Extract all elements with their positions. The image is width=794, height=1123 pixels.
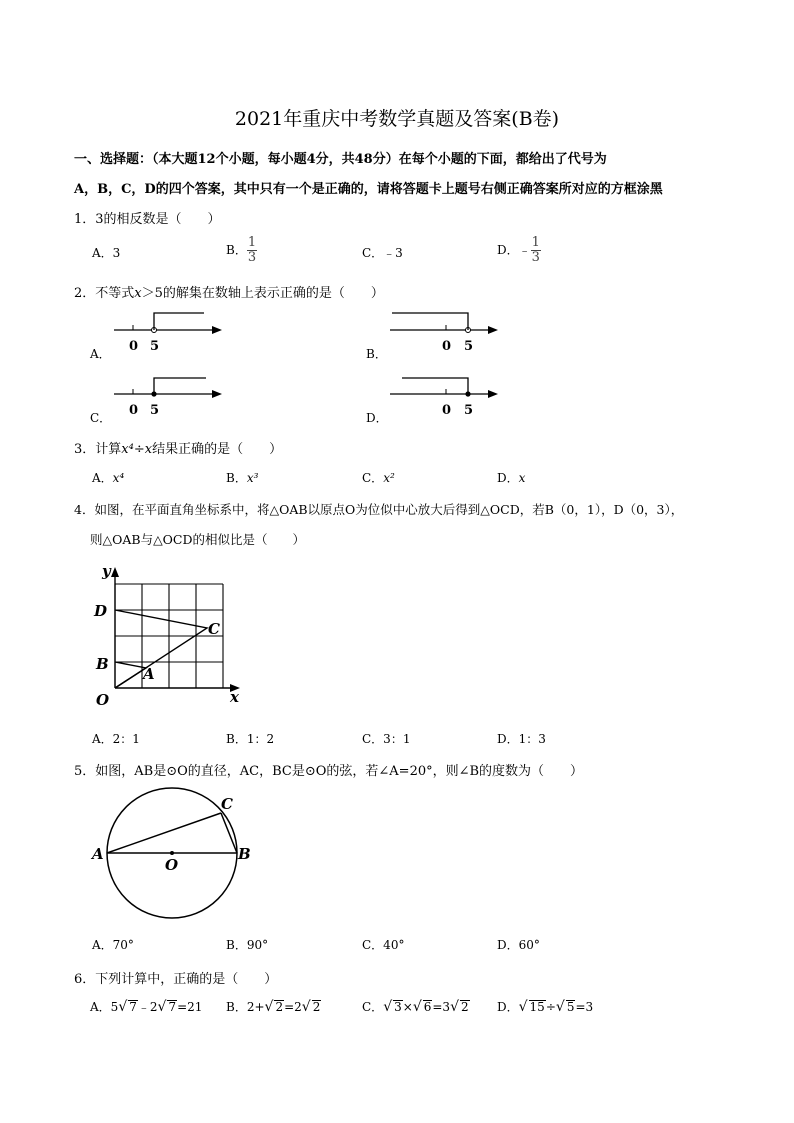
q2-option-d: D． [366, 411, 388, 425]
question-4-stem-line1: 4．如图，在平面直角坐标系中，将△OAB以原点O为位似中心放大后得到△OCD，若B（0，1），D（0，3）， [74, 502, 684, 517]
ray-left [392, 313, 468, 330]
q3-option-b [226, 469, 258, 486]
q3-stem-pre: 3．计算 [74, 442, 122, 457]
q1-d-numerator: 1 [531, 235, 540, 250]
grid [115, 584, 223, 688]
question-5-stem: 5．如图，AB是⊙O的直径，AC，BC是⊙O的弦，若∠A=20°，则∠B的度数为（ ） [74, 764, 584, 779]
tick-label-5: 5 [464, 403, 474, 418]
q3-d-label: D． [497, 471, 519, 485]
q1-option-d-label: D．﹣ [497, 243, 531, 257]
q2-option-a: A． [90, 347, 111, 361]
triangle-oab [115, 662, 146, 688]
q3-option-d [497, 469, 525, 486]
q5-option-a: A．70° [92, 938, 134, 952]
q5-option-d: D．60° [497, 938, 540, 952]
y-axis-arrow [111, 567, 119, 577]
q6-c-mid: × [402, 1000, 413, 1014]
q3-d-value: x [518, 471, 526, 485]
q4-option-a: A．2：1 [92, 732, 140, 746]
q3-b-label: B． [226, 471, 247, 485]
question-1-stem: 1．3的相反数是（ ） [74, 212, 221, 227]
q6-d-radicand-2: 5 [566, 1000, 575, 1014]
radical-sign: √ [518, 999, 528, 1015]
q1-option-b-fraction [247, 236, 257, 265]
q1-option-d-fraction [531, 236, 541, 265]
q4-option-d: D．1：3 [497, 732, 546, 746]
radical-sign: √ [264, 999, 274, 1015]
arrow-head [212, 390, 222, 398]
radical-sign: √ [412, 999, 422, 1015]
q3-c-value: x² [383, 471, 395, 485]
q6-c-eq: =3 [432, 1000, 451, 1014]
q3-a-label: A． [92, 471, 113, 485]
q6-option-d [497, 998, 593, 1015]
q6-b-mid: =2 [284, 1000, 302, 1014]
q2-option-c: C． [90, 411, 112, 425]
q1-b-numerator: 1 [247, 235, 257, 250]
q3-option-c [362, 469, 395, 486]
q1-option-b-label: B． [226, 243, 247, 257]
radical-sign: √ [157, 999, 167, 1015]
q2-option-b: B． [366, 347, 387, 361]
q6-a-radicand-2: 7 [168, 1000, 177, 1014]
q3-stem-post: 结果正确的是（ ） [152, 442, 283, 457]
section-instructions-line2: A，B，C，D的四个答案，其中只有一个是正确的，请将答题卡上题号右侧正确答案所对应的方框涂黑 [74, 182, 663, 197]
q6-c-radicand-2: 6 [423, 1000, 432, 1014]
q6-b-radicand-1: 2 [275, 1000, 284, 1014]
label-c: C [208, 620, 220, 638]
arrow-head [488, 326, 498, 334]
label-d: D [94, 602, 108, 620]
q6-a-radicand-1: 7 [129, 1000, 137, 1014]
tick-label-5: 5 [150, 403, 160, 418]
arrow-head [212, 326, 222, 334]
chord-ac [107, 813, 221, 853]
q6-c-label: C． [362, 1000, 384, 1014]
q6-option-b [226, 998, 321, 1015]
q1-option-b [226, 236, 257, 265]
radical-sign: √ [301, 999, 311, 1015]
q1-option-d [497, 236, 541, 265]
q6-c-radicand-1: 3 [394, 1000, 402, 1014]
q6-d-end: =3 [575, 1000, 594, 1014]
tick-label-0: 0 [129, 403, 139, 418]
tick-label-5: 5 [464, 339, 474, 354]
q6-option-c [362, 998, 470, 1015]
tick-label-0: 0 [442, 403, 452, 418]
arrow-head [488, 390, 498, 398]
q3-c-label: C． [362, 471, 384, 485]
q1-d-denominator: 3 [531, 250, 540, 265]
q3-option-a [92, 469, 124, 486]
tick-label-0: 0 [442, 339, 452, 354]
q6-a-mid: ﹣2 [137, 1000, 158, 1014]
center-point [170, 851, 174, 855]
q2-number-line-d [384, 372, 504, 422]
tick-label-0: 0 [129, 339, 139, 354]
ray-left [402, 378, 468, 394]
q2-number-line-c [108, 372, 228, 422]
radical-sign: √ [118, 999, 128, 1015]
label-c: C [221, 795, 233, 813]
ray-right [154, 378, 206, 394]
label-b: B [238, 845, 251, 863]
q1-option-c: C．﹣3 [362, 246, 403, 260]
q6-d-mid: ÷ [545, 1000, 556, 1014]
q6-a-end: =21 [177, 1000, 203, 1014]
q2-number-line-b [384, 308, 504, 358]
q6-b-radicand-2: 2 [312, 1000, 321, 1014]
q4-coordinate-figure [88, 562, 248, 710]
label-a: A [143, 665, 155, 683]
q2-variable: x [134, 286, 142, 301]
label-o: O [165, 856, 179, 874]
radical-sign: √ [450, 999, 459, 1015]
tick-label-5: 5 [150, 339, 160, 354]
q2-stem-post: ＞5的解集在数轴上表示正确的是（ ） [141, 286, 384, 301]
q4-option-c: C．3：1 [362, 732, 411, 746]
section-instructions-line1: 一、选择题：（本大题12个小题，每小题4分，共48分）在每个小题的下面，都给出了代号为 [74, 152, 607, 167]
question-3-stem [74, 438, 282, 457]
triangle-ocd [115, 610, 207, 688]
q4-option-b: B．1：2 [226, 732, 275, 746]
q3-b-value: x³ [246, 471, 259, 485]
q2-number-line-a [108, 308, 228, 358]
label-a: A [92, 845, 104, 863]
question-6-stem: 6．下列计算中，正确的是（ ） [74, 972, 278, 987]
label-y: y [102, 562, 111, 580]
q5-option-c: C．40° [362, 938, 405, 952]
q6-d-radicand-1: 15 [529, 1000, 545, 1014]
q3-expression: x⁴÷x [121, 442, 153, 457]
ray-right [154, 313, 204, 330]
q3-a-value: x⁴ [112, 471, 125, 485]
q6-d-label: D． [497, 1000, 519, 1014]
q1-b-denominator: 3 [247, 250, 257, 265]
q1-option-a: A．3 [92, 246, 121, 260]
q5-option-b: B．90° [226, 938, 269, 952]
radical-sign: √ [383, 999, 393, 1015]
q2-stem-pre: 2．不等式 [74, 286, 135, 301]
q6-option-a [90, 998, 202, 1015]
q6-a-label: A．5 [90, 1000, 119, 1014]
q6-c-radicand-3: 2 [461, 1000, 469, 1014]
question-2-stem [74, 282, 384, 301]
label-b: B [96, 655, 109, 673]
q5-circle-figure [90, 782, 260, 922]
q6-b-label: B．2+ [226, 1000, 265, 1014]
radical-sign: √ [555, 999, 565, 1015]
label-x: x [230, 688, 239, 706]
page-title: 2021年重庆中考数学真题及答案(B卷) [234, 108, 560, 130]
question-4-stem-line2: 则△OAB与△OCD的相似比是（ ） [90, 532, 306, 547]
label-o: O [96, 691, 110, 709]
